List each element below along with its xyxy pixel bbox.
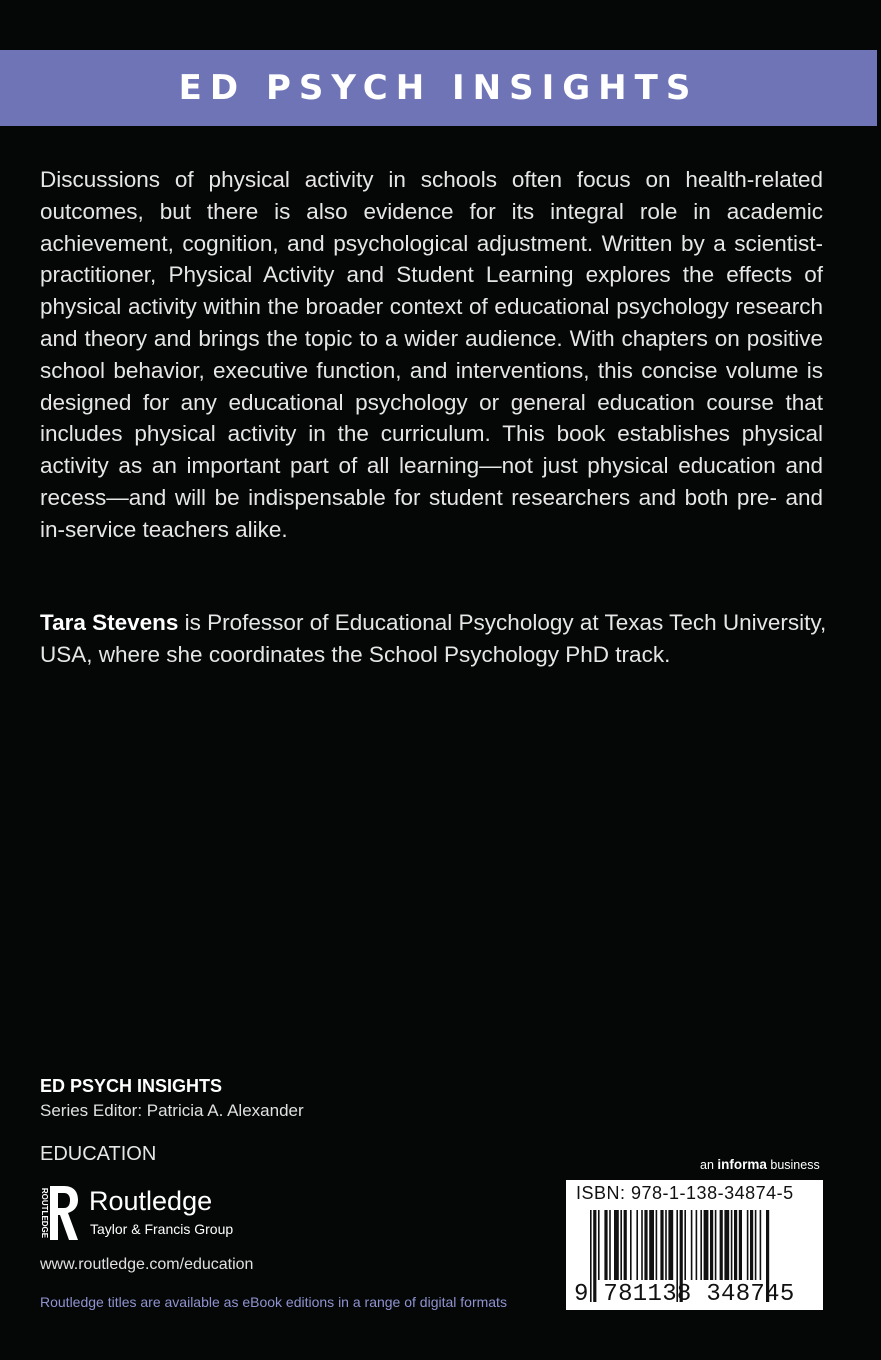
author-bio [40, 607, 830, 671]
author-name: Tara Stevens [40, 610, 179, 635]
barcode-bar [715, 1210, 717, 1280]
barcode-bar [739, 1210, 742, 1280]
barcode-bar [649, 1210, 654, 1280]
isbn-label: ISBN: 978-1-138-34874-5 [576, 1183, 794, 1203]
routledge-logo-icon [36, 1182, 80, 1244]
informa-tagline [700, 1157, 820, 1172]
subject-category: EDUCATION [40, 1143, 157, 1165]
barcode-bar [700, 1210, 702, 1280]
barcode-bar [684, 1210, 686, 1280]
barcode-bar [731, 1210, 733, 1280]
barcode-bar [750, 1210, 753, 1280]
isbn-barcode [566, 1180, 823, 1310]
barcode-bar [755, 1210, 757, 1280]
ebook-note: Routledge titles are available as eBook editions in a range of digital formats [40, 1294, 507, 1310]
informa-prefix: an [700, 1158, 718, 1172]
series-banner-title: ED PSYCH INSIGHTS [178, 68, 699, 108]
author-bio-text: is Professor of Educational Psychology at Texas Tech University, USA, where she coordinates the School Psychology PhD track. [40, 610, 827, 667]
barcode-bar [624, 1210, 627, 1280]
barcode-bar [724, 1210, 729, 1280]
barcode-bar [636, 1210, 638, 1280]
barcode-bar [691, 1210, 693, 1280]
barcode-bar [604, 1210, 607, 1280]
barcode-bar [598, 1210, 600, 1280]
series-banner [0, 50, 877, 126]
series-editor: Series Editor: Patricia A. Alexander [40, 1101, 304, 1120]
informa-suffix: business [766, 1158, 820, 1172]
barcode-bar [696, 1210, 698, 1280]
publisher-name: Routledge [89, 1186, 213, 1216]
barcode-bar [620, 1210, 622, 1280]
series-title: ED PSYCH INSIGHTS [40, 1076, 223, 1096]
informa-brand: informa [717, 1157, 767, 1172]
barcode-bar [747, 1210, 749, 1280]
barcode-bar [656, 1210, 658, 1280]
barcode-bar [734, 1210, 737, 1280]
publisher-group: Taylor & Francis Group [90, 1221, 234, 1237]
barcode-bar [641, 1210, 643, 1280]
barcode-bar [660, 1210, 663, 1280]
barcode-bar [760, 1210, 762, 1280]
barcode-bar [720, 1210, 723, 1280]
routledge-logo-text: ROUTLEDGE [40, 1187, 49, 1239]
publisher-website[interactable]: www.routledge.com/education [40, 1256, 254, 1273]
book-description: Discussions of physical activity in schools often focus on health-related outcomes, but there is also evidence for its integral role in academic achievement, cognition, and psychological adjustment. Written by a scientist-practitioner, Physical Activity and Student Learning explores the effects of physical activity within the broader context of educational psychology research and theory and brings the topic to a wider audience. With chapters on positive school behavior, executive function, and interventions, this concise volume is designed for any educational psychology or general education course that includes physical activity in the curriculum. This book establishes physical activity as an important part of all learning—not just physical education and recess—and will be indispensable for student researchers and both pre- and in-service teachers alike. [40, 167, 823, 542]
barcode-bar [644, 1210, 647, 1280]
barcode-bar [614, 1210, 619, 1280]
barcode-bar [665, 1210, 667, 1280]
barcode-bar [609, 1210, 611, 1280]
barcode-bar [668, 1210, 673, 1280]
barcode-bar [710, 1210, 713, 1280]
barcode-bar [704, 1210, 709, 1280]
barcode-digits: 9 781138 348745 [574, 1281, 795, 1308]
barcode-bar [630, 1210, 632, 1280]
